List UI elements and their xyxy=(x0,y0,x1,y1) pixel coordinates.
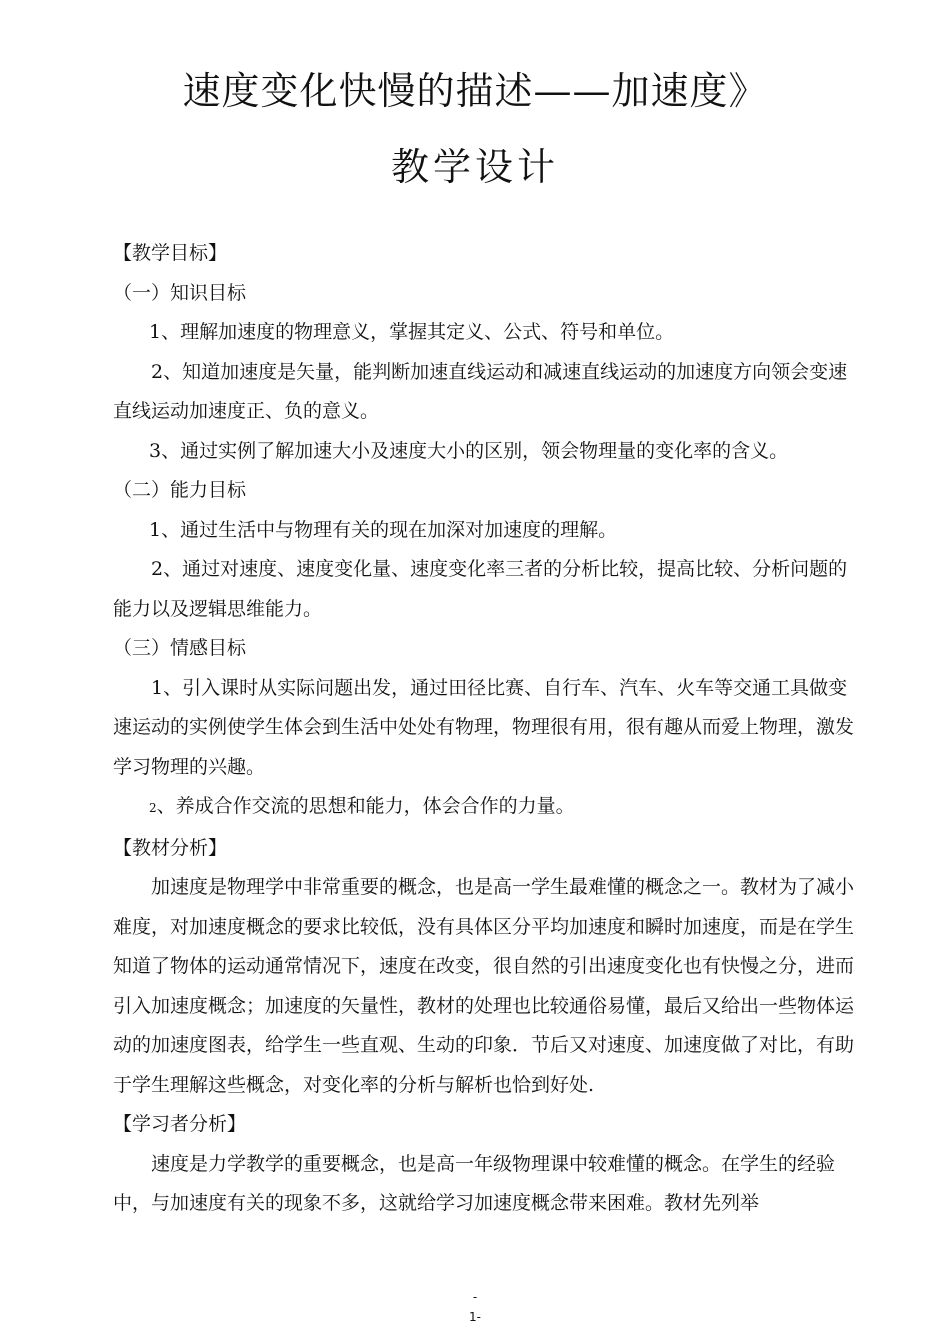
ability-item-1: 1、通过生活中与物理有关的现在加深对加速度的理解。 xyxy=(149,518,618,541)
learner-paragraph: 速度是力学教学的重要概念，也是高一年级物理课中较难懂的概念。在学生的经验中，与加速度有关的现象不多，这就给学习加速度概念带来困难。教材先列举 xyxy=(113,1152,836,1214)
page-footer-dash: - xyxy=(472,1290,478,1304)
knowledge-item-3: 3、通过实例了解加速大小及速度大小的区别，领会物理量的变化率的含义。 xyxy=(149,439,789,462)
page-number: 1- xyxy=(469,1310,481,1324)
document-title: 速度变化快慢的描述——加速度》 xyxy=(182,69,768,113)
section-heading-textbook: 【教材分析】 xyxy=(113,836,228,859)
emotion-item-1: 1、引入课时从实际问题出发，通过田径比赛、自行车、汽车、火车等交通工具做变速运动的实例使学生体会到生活中处处有物理，物理很有用，很有趣从而爱上物理，激发学习物理的兴趣。 xyxy=(113,676,855,778)
subsection-heading-ability: （二）能力目标 xyxy=(113,479,247,501)
section-heading-learner: 【学习者分析】 xyxy=(113,1113,247,1135)
document-subtitle: 教学设计 xyxy=(390,145,559,189)
emotion-item-2-number: 2 xyxy=(149,801,157,815)
knowledge-item-2: 2、知道加速度是矢量，能判断加速直线运动和减速直线运动的加速度方向领会变速直线运动加速度正、负的意义。 xyxy=(113,360,848,422)
knowledge-item-1: 1、理解加速度的物理意义，掌握其定义、公式、符号和单位。 xyxy=(149,321,675,343)
subsection-heading-emotion: （三）情感目标 xyxy=(113,637,247,659)
document-body xyxy=(113,234,858,1224)
emotion-item-2 xyxy=(113,787,858,829)
subsection-heading-knowledge: （一）知识目标 xyxy=(113,281,247,304)
textbook-paragraph: 加速度是物理学中非常重要的概念，也是高一学生最难懂的概念之一。教材为了减小难度，对加速度概念的要求比较低，没有具体区分平均加速度和瞬时加速度，而是在学生知道了物体的运动通常情况下，速度在改变，很自然的引出速度变化也有快慢之分，进而引入加速度概念；加速度的矢量性，教材的处理也比较通俗易懂，最后又给出一些物体运动的加速度图表，给学生一些直观、生动的印象．节后又对速度、加速度做了对比，有助于学生理解这些概念，对变化率的分析与解析也恰到好处. xyxy=(113,876,855,1096)
emotion-item-2-text: 、养成合作交流的思想和能力，体会合作的力量。 xyxy=(156,795,575,817)
section-heading-objectives: 【教学目标】 xyxy=(113,242,228,264)
ability-item-2: 2、通过对速度、速度变化量、速度变化率三者的分析比较，提高比较、分析问题的能力以及逻辑思维能力。 xyxy=(113,558,848,620)
